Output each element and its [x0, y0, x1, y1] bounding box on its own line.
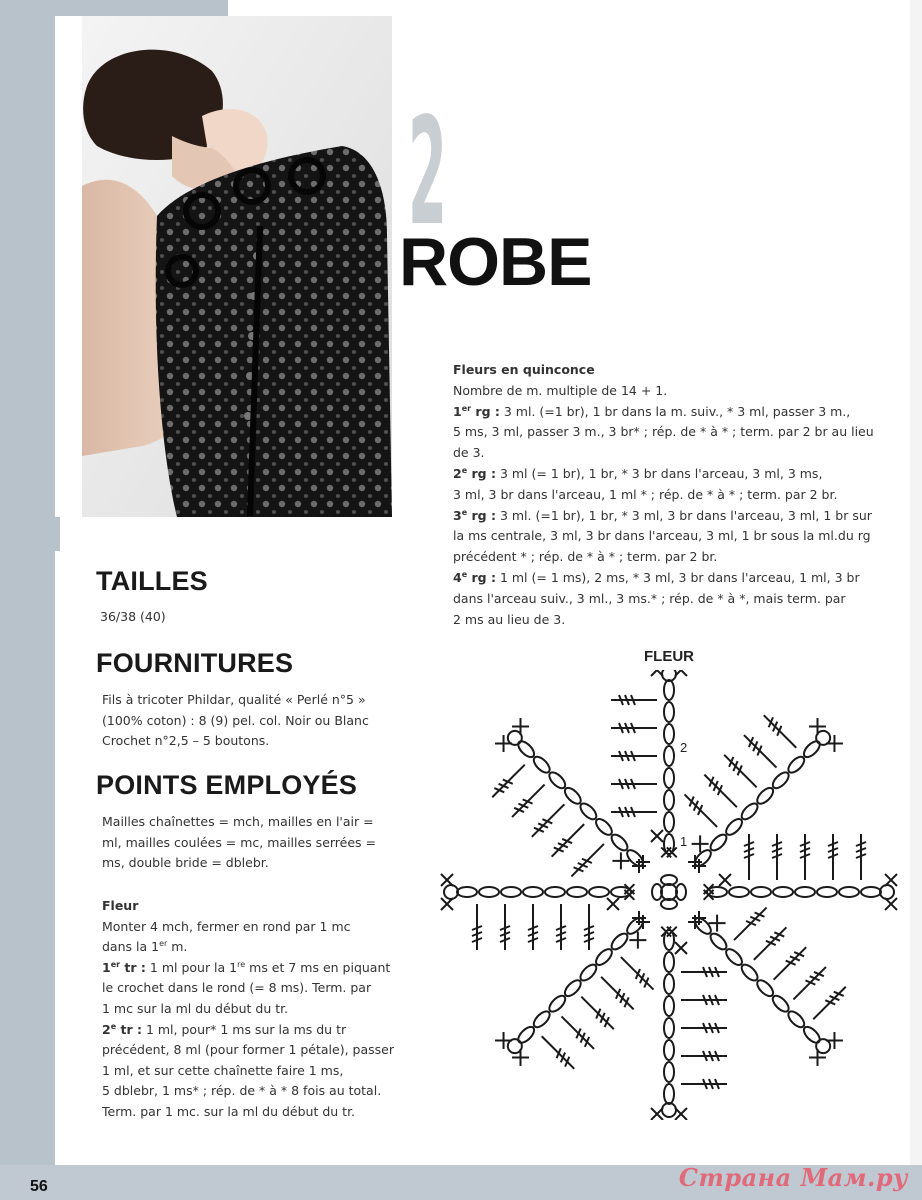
page-top-panel [0, 0, 228, 16]
chain-stitch-symbol [545, 887, 565, 897]
chain-stitch-symbol [664, 812, 674, 832]
chain-stitch-symbol [516, 1024, 537, 1045]
fournitures-text [102, 690, 402, 752]
chain-stitch-symbol [751, 887, 771, 897]
chain-stitch-symbol [664, 702, 674, 722]
quinconce-heading: Fleurs en quinconce [453, 362, 595, 377]
chain-stitch-symbol [708, 832, 729, 853]
points-line: ms, double bride = dblebr. [102, 855, 269, 871]
fleur-line: 2e tr : 1 ml, pour* 1 ms sur la ms du tr [102, 1021, 347, 1037]
points-line: Mailles chaînettes = mch, mailles en l'air = [102, 814, 374, 829]
chart-petal [692, 834, 897, 925]
chain-stitch-symbol [755, 978, 776, 999]
pattern-number: 2 [408, 86, 447, 258]
chain-stitch-symbol [578, 962, 599, 983]
fleur-line: 5 dblebr, 1 ms* ; rép. de * à * 8 fois au total. [102, 1083, 382, 1099]
chain-stitch-symbol [795, 887, 815, 897]
pattern-title: ROBE [399, 224, 592, 300]
chain-stitch-symbol [708, 931, 729, 952]
model-photo [82, 16, 392, 517]
fournitures-line: (100% coton) : 8 (9) pel. col. Noir ou Blanc [102, 712, 369, 728]
fleur-line: 1 ml, et sur cette chaînette faire 1 ms, [102, 1062, 344, 1078]
chain-stitch-symbol [501, 887, 521, 897]
chain-stitch-symbol [523, 887, 543, 897]
chain-stitch-symbol [839, 887, 859, 897]
chain-stitch-symbol [531, 754, 552, 775]
chain-stitch-symbol [664, 1062, 674, 1082]
chain-stitch-symbol [567, 887, 587, 897]
chart-petal [441, 859, 646, 950]
chain-stitch-symbol [664, 1040, 674, 1060]
points-heading: POINTS EMPLOYÉS [96, 770, 358, 800]
chain-stitch-symbol [786, 1009, 807, 1030]
chain-stitch-symbol [562, 978, 583, 999]
ss-stitch-symbol [444, 885, 458, 899]
ss-stitch-symbol [662, 1103, 676, 1117]
chain-stitch-symbol [801, 739, 822, 760]
chain-stitch-symbol [729, 887, 749, 897]
quinconce-line: 5 ms, 3 ml, passer 3 m., 3 br* ; rép. de * à * ; term. par 2 br au lieu [453, 424, 874, 440]
points-line: ml, mailles coulées = mc, mailles serrées = [102, 834, 377, 850]
chain-stitch-symbol [624, 847, 645, 868]
chain-stitch-symbol [755, 785, 776, 806]
ss-stitch-symbol [813, 1036, 833, 1056]
chain-stitch-symbol [664, 768, 674, 788]
fleur-line: 1er tr : 1 ml pour la 1re ms et 7 ms en piquant [102, 959, 391, 975]
chain-stitch-symbol [664, 974, 674, 994]
points-text [102, 812, 402, 874]
fournitures-line: Fils à tricoter Phildar, qualité « Perlé n°5 » [102, 692, 366, 707]
site-watermark: Страна Мам.ру [678, 1163, 908, 1192]
chain-stitch-symbol [578, 801, 599, 822]
flower-crochet-diagram [440, 670, 900, 1120]
quinconce-line: la ms centrale, 3 ml, 3 br dans l'arceau, 3 ml, 1 br sous la ml.du rg [453, 528, 871, 544]
chain-stitch-symbol [593, 816, 614, 837]
chain-stitch-symbol [723, 946, 744, 967]
round-2-label: 2 [680, 740, 688, 755]
chain-stitch-symbol [664, 790, 674, 810]
fleur-line: le crochet dans le rond (= 8 ms). Term. par [102, 980, 372, 996]
chain-stitch-symbol [516, 739, 537, 760]
quinconce-line: 2e rg : 3 ml (= 1 br), 1 br, * 3 br dans l'arceau, 3 ml, 3 ms, [453, 465, 823, 481]
page-number: 56 [30, 1178, 48, 1195]
quinconce-line: 1er rg : 3 ml. (=1 br), 1 br dans la m. suiv., * 3 ml, passer 3 m., [453, 403, 851, 419]
fleur-line: Monter 4 mch, fermer en rond par 1 mc [102, 918, 351, 934]
chain-stitch-symbol [593, 946, 614, 967]
page-margin-notch [55, 517, 60, 551]
quinconce-line: Nombre de m. multiple de 14 + 1. [453, 382, 668, 398]
chart-petal [636, 915, 727, 1120]
chain-stitch-symbol [457, 887, 477, 897]
chain-stitch-symbol [547, 993, 568, 1014]
chain-stitch-symbol [773, 887, 793, 897]
chain-stitch-symbol [817, 887, 837, 897]
quinconce-line: 3 ml, 3 br dans l'arceau, 1 ml * ; rép. de * à * ; term. par 2 br. [453, 486, 838, 502]
diagram-title: FLEUR [644, 648, 694, 665]
chain-stitch-symbol [739, 801, 760, 822]
quinconce-line: précédent * ; rép. de * à * ; term. par 2 br. [453, 549, 718, 565]
chain-stitch-symbol [786, 754, 807, 775]
chain-stitch-symbol [861, 887, 881, 897]
chain-stitch-symbol [547, 770, 568, 791]
ss-stitch-symbol [813, 728, 833, 748]
chain-stitch-symbol [664, 680, 674, 700]
fleur-instructions [102, 896, 402, 1123]
chain-stitch-symbol [739, 962, 760, 983]
fleur-line: 1 mc sur la ml du début du tr. [102, 1000, 289, 1016]
chain-stitch-symbol [664, 1018, 674, 1038]
chain-stitch-symbol [723, 816, 744, 837]
chain-stitch-symbol [609, 931, 630, 952]
ss-stitch-symbol [880, 885, 894, 899]
page-right-edge [910, 0, 922, 1165]
quinconce-line: 2 ms au lieu de 3. [453, 611, 566, 627]
quinconce-line: de 3. [453, 445, 485, 461]
fournitures-line: Crochet n°2,5 – 5 boutons. [102, 733, 270, 749]
chain-stitch-symbol [562, 785, 583, 806]
fleur-line: précédent, 8 ml (pour former 1 pétale), passer [102, 1042, 394, 1058]
chain-stitch-symbol [531, 1009, 552, 1030]
quinconce-line: dans l'arceau suiv., 3 ml., 3 ms.* ; rép. de * à *, mais term. par [453, 590, 846, 606]
tailles-value: 36/38 (40) [100, 609, 166, 624]
tailles-heading: TAILLES [96, 566, 208, 596]
chart-petal [611, 670, 702, 869]
chain-stitch-symbol [770, 770, 791, 791]
chain-stitch-symbol [589, 887, 609, 897]
chain-stitch-symbol [664, 724, 674, 744]
round-1-label: 1 [680, 834, 688, 849]
ss-stitch-symbol [505, 728, 525, 748]
fournitures-heading: FOURNITURES [96, 648, 294, 678]
fleur-line: Term. par 1 mc. sur la ml du début du tr. [102, 1103, 356, 1119]
chain-stitch-symbol [664, 952, 674, 972]
chain-stitch-symbol [664, 996, 674, 1016]
fleur-line: dans la 1er m. [102, 939, 188, 955]
chain-stitch-symbol [664, 1084, 674, 1104]
quinconce-line: 3e rg : 3 ml. (=1 br), 1 br, * 3 ml, 3 br dans l'arceau, 3 ml, 1 br sur [453, 507, 872, 523]
quinconce-line: 4e rg : 1 ml (= 1 ms), 2 ms, * 3 ml, 3 br dans l'arceau, 1 ml, 3 br [453, 569, 860, 585]
page-margin-panel [0, 0, 55, 1165]
chain-stitch-symbol [609, 832, 630, 853]
chain-stitch-symbol [664, 746, 674, 766]
fleur-heading: Fleur [102, 898, 139, 913]
quinconce-instructions [453, 360, 903, 630]
chain-stitch-symbol [801, 1024, 822, 1045]
chain-stitch-symbol [770, 993, 791, 1014]
ss-stitch-symbol [505, 1036, 525, 1056]
chain-stitch-symbol [479, 887, 499, 897]
